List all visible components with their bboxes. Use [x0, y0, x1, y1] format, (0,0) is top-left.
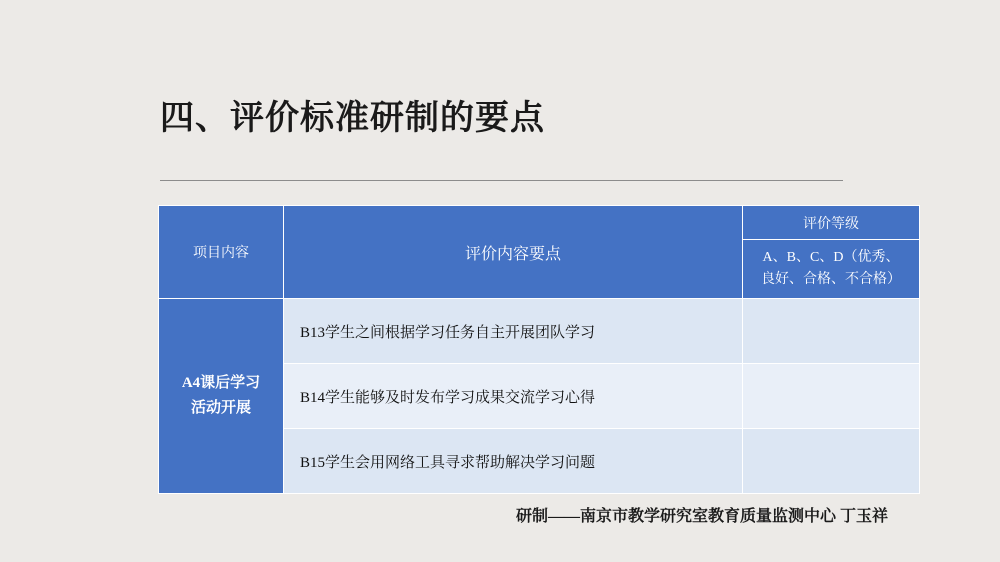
grade-title: 评价等级 [743, 206, 919, 240]
table-cell-point: B13学生之间根据学习任务自主开展团队学习 [284, 299, 743, 364]
table-cell-grade[interactable] [743, 299, 920, 364]
table-header-row [159, 206, 920, 299]
table-row [159, 299, 920, 364]
table-header-item-content: 项目内容 [159, 206, 284, 299]
table-cell-grade[interactable] [743, 429, 920, 494]
page-title: 四、评价标准研制的要点 [160, 100, 545, 137]
grade-description-line1: A、B、C、D（优秀、 [762, 250, 900, 265]
evaluation-table [158, 205, 920, 494]
table-header-grade [743, 206, 920, 299]
evaluation-table-container [158, 205, 901, 494]
table-header-eval-points: 评价内容要点 [284, 206, 743, 299]
grade-description-line2: 良好、合格、不合格） [761, 271, 901, 287]
slide-footer: 研制——南京市教学研究室教育质量监测中心 丁玉祥 [515, 508, 888, 525]
table-cell-category [159, 299, 284, 494]
category-label-line1: A4课后学习 [181, 374, 261, 391]
grade-description [743, 240, 919, 298]
title-divider [160, 180, 843, 181]
table-cell-grade[interactable] [743, 364, 920, 429]
table-cell-point: B14学生能够及时发布学习成果交流学习心得 [284, 364, 743, 429]
table-cell-point: B15学生会用网络工具寻求帮助解决学习问题 [284, 429, 743, 494]
category-label-line2: 活动开展 [190, 400, 251, 417]
